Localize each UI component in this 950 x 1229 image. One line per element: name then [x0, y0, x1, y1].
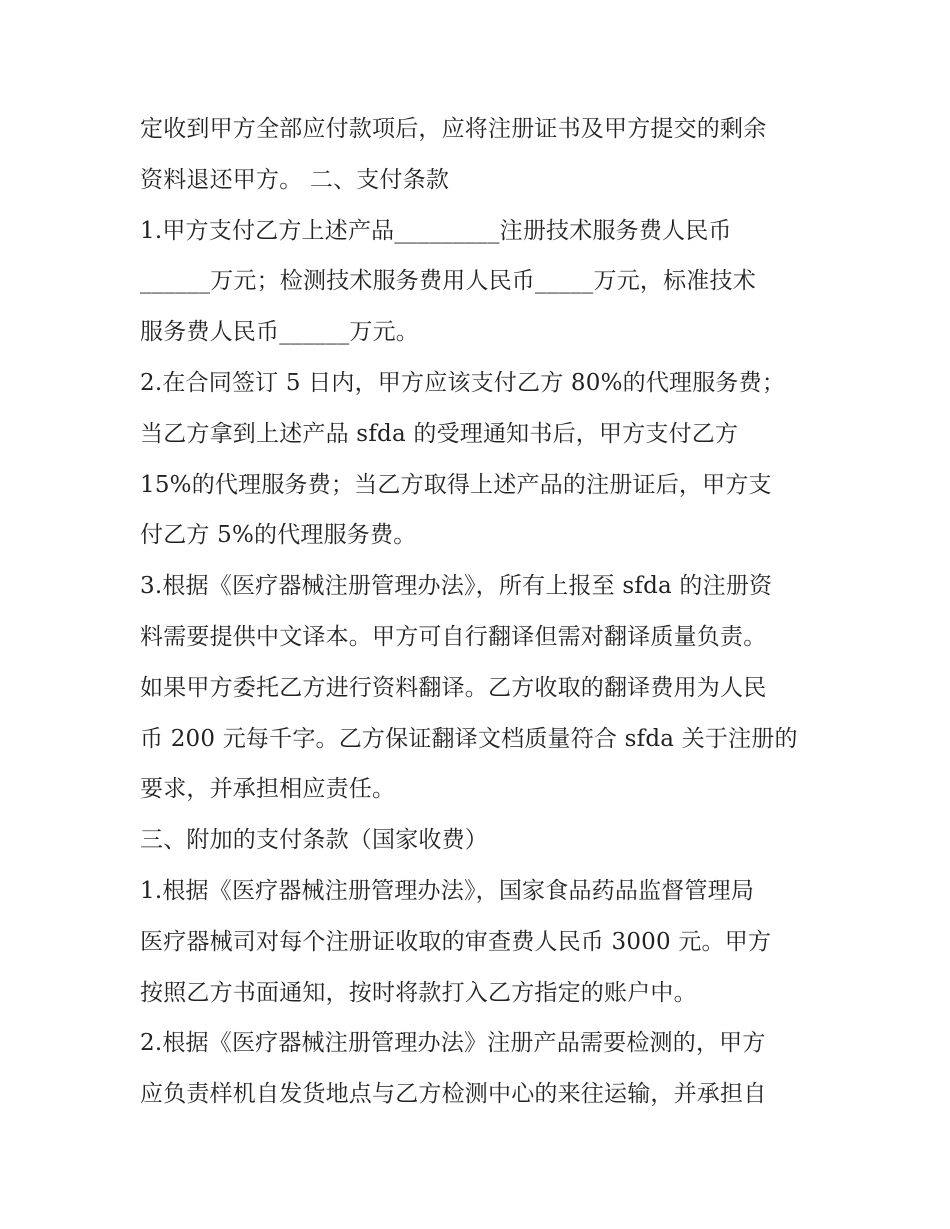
text-line: 当乙方拿到上述产品 sfda 的受理通知书后，甲方支付乙方 — [140, 420, 739, 447]
text-line: 定收到甲方全部应付款项后，应将注册证书及甲方提交的剩余 — [140, 116, 767, 142]
text-line: 资料退还甲方。 二、支付条款 — [140, 166, 450, 193]
text-line: 料需要提供中文译本。甲方可自行翻译但需对翻译质量负责。 — [140, 623, 767, 650]
text-line: 币 200 元每千字。乙方保证翻译文档质量符合 sfda 关于注册的 — [140, 725, 798, 752]
text-line: 服务费人民币______万元。 — [140, 319, 419, 346]
text-line: 如果甲方委托乙方进行资料翻译。乙方收取的翻译费用为人民 — [140, 674, 767, 701]
text-line: 医疗器械司对每个注册证收取的审查费人民币 3000 元。甲方 — [140, 928, 772, 955]
document-body — [140, 104, 812, 1120]
text-line: 2.在合同签订 5 日内，甲方应该支付乙方 80%的代理服务费； — [140, 369, 786, 396]
text-line: ______万元；检测技术服务费用人民币_____万元，标准技术 — [140, 268, 756, 295]
text-line: 1.根据《医疗器械注册管理办法》，国家食品药品监督管理局 — [140, 877, 755, 904]
text-line: 1.甲方支付乙方上述产品_________注册技术服务费人民币 — [140, 217, 732, 244]
text-line: 应负责样机自发货地点与乙方检测中心的来往运输，并承担自 — [140, 1081, 767, 1108]
text-line: 3.根据《医疗器械注册管理办法》，所有上报至 sfda 的注册资 — [140, 573, 773, 600]
text-line: 15%的代理服务费；当乙方取得上述产品的注册证后，甲方支 — [140, 471, 772, 498]
text-line: 要求，并承担相应责任。 — [140, 776, 396, 803]
text-line: 按照乙方书面通知，按时将款打入乙方指定的账户中。 — [140, 979, 697, 1006]
text-line: 2.根据《医疗器械注册管理办法》注册产品需要检测的，甲方 — [140, 1030, 766, 1057]
section-heading: 三、附加的支付条款（国家收费） — [140, 827, 488, 854]
text-line: 付乙方 5%的代理服务费。 — [140, 522, 417, 549]
